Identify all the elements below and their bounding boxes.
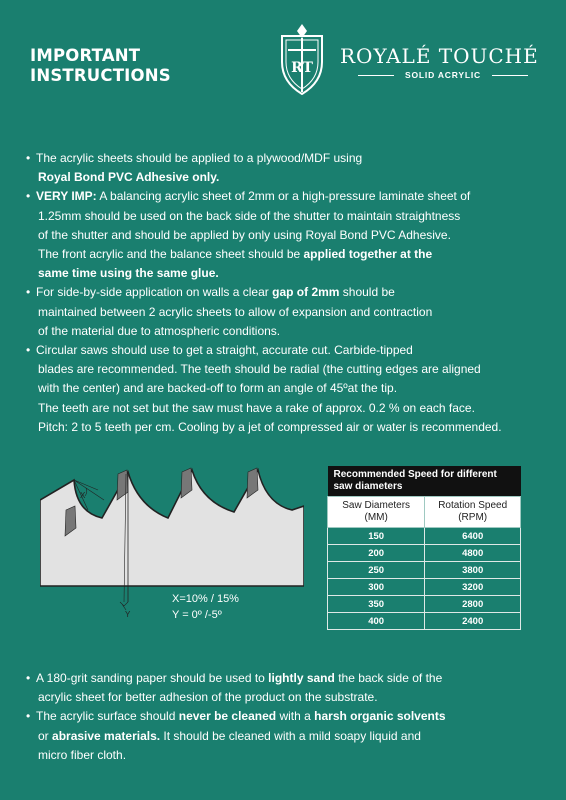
- brand-emblem-letters: RT: [291, 60, 313, 76]
- table-row: [328, 613, 521, 630]
- instruction-line: [36, 264, 548, 283]
- instruction-text: It should be cleaned with a mild soapy liquid and: [160, 728, 421, 743]
- instruction-line: [36, 418, 548, 437]
- instruction-text: A balancing acrylic sheet of 2mm or a high-pressure laminate sheet of: [96, 189, 471, 204]
- x-angle-label: X: [80, 491, 86, 500]
- column-header-diameter-label: Saw Diameters: [342, 500, 411, 511]
- speed-cell: 2400: [425, 613, 521, 630]
- page-title-line-1: IMPORTANT: [30, 46, 141, 65]
- instruction-line: [36, 168, 548, 187]
- instruction-text: Circular saws should use to get a straight, accurate cut. Carbide-tipped: [36, 343, 413, 358]
- instruction-emphasis: VERY IMP:: [36, 189, 97, 204]
- speed-cell: 3200: [425, 579, 521, 596]
- instruction-text: micro fiber cloth.: [38, 747, 127, 762]
- instruction-text: the back side of the: [334, 671, 443, 685]
- diameter-cell: 200: [328, 545, 425, 562]
- instruction-text: For side-by-side application on walls a clear: [36, 285, 273, 300]
- instructions-list-bottom: [26, 669, 548, 765]
- instruction-text: The front acrylic and the balance sheet should be: [38, 247, 304, 262]
- table-row: [328, 528, 521, 545]
- instruction-line: [36, 727, 548, 746]
- instruction-line: [36, 360, 548, 379]
- diameter-cell: 400: [328, 613, 425, 630]
- instruction-text: blades are recommended. The teeth should be radial (the cutting edges are aligned: [38, 362, 481, 377]
- saw-blade-body: [40, 470, 304, 586]
- saw-blade-diagram: [40, 462, 304, 632]
- instruction-emphasis: applied together at the: [303, 247, 433, 262]
- instruction-text: with a: [276, 709, 315, 724]
- speed-cell: 3800: [425, 562, 521, 579]
- instruction-text: 1.25mm should be used on the back side of the shutter to maintain straightness: [38, 208, 461, 223]
- table-row: [328, 596, 521, 613]
- instruction-item: [26, 669, 548, 707]
- table-row: [328, 562, 521, 579]
- instruction-line: [36, 707, 548, 726]
- instruction-emphasis: gap of 2mm: [272, 285, 340, 300]
- y-angle-arrows: [120, 602, 128, 610]
- instruction-line: [36, 399, 548, 418]
- diameter-cell: 150: [328, 528, 425, 545]
- instruction-line: [36, 669, 548, 688]
- column-header-diameter: [328, 497, 425, 528]
- instruction-text: The acrylic surface should: [36, 709, 179, 724]
- instruction-line: [36, 322, 548, 341]
- instruction-line: [36, 746, 548, 765]
- instruction-line: [36, 149, 548, 168]
- speed-cell: 2800: [425, 596, 521, 613]
- instruction-text: should be: [339, 285, 395, 300]
- column-header-speed: [425, 497, 521, 528]
- x-formula: X=10% / 15%: [172, 593, 239, 605]
- column-header-diameter-unit: (MM): [364, 512, 388, 523]
- instruction-text: of the shutter and should be applied by only using Royal Bond PVC Adhesive.: [38, 227, 451, 242]
- instruction-text: of the material due to atmospheric conditions.: [38, 323, 281, 338]
- instruction-text: or: [38, 728, 53, 743]
- page-title: [30, 46, 171, 86]
- y-formula: Y = 0º /-5º: [172, 609, 222, 621]
- speed-cell: 6400: [425, 528, 521, 545]
- instruction-line: [36, 226, 548, 245]
- instruction-line: [36, 379, 548, 398]
- instruction-emphasis: harsh organic solvents: [314, 709, 446, 724]
- diameter-cell: 250: [328, 562, 425, 579]
- instruction-line: [36, 207, 548, 226]
- instruction-text: The acrylic sheets should be applied to a plywood/MDF using: [36, 151, 363, 165]
- column-header-speed-label: Rotation Speed: [438, 500, 508, 511]
- instruction-text: The teeth are not set but the saw must have a rake of approx. 0.2 % on each face.: [38, 400, 475, 415]
- speed-table-caption: Recommended Speed for different saw diameters: [328, 466, 521, 497]
- instruction-item: [26, 341, 548, 437]
- instructions-list-top: [26, 149, 548, 437]
- table-row: [328, 579, 521, 596]
- instruction-emphasis: same time using the same glue.: [38, 266, 219, 281]
- brand-tagline: SOLID ACRYLIC: [358, 70, 528, 80]
- instruction-line: [36, 283, 548, 302]
- instruction-text: with the center) and are backed-off to form an angle of 45ºat the tip.: [38, 381, 398, 396]
- instruction-item: [26, 187, 548, 283]
- instruction-line: [36, 187, 548, 206]
- instruction-emphasis: abrasive materials.: [52, 728, 161, 743]
- instruction-text: maintained between 2 acrylic sheets to allow of expansion and contraction: [38, 304, 433, 319]
- instruction-text: A 180-grit sanding paper should be used to: [36, 671, 269, 685]
- instruction-item: [26, 283, 548, 341]
- instruction-line: [36, 688, 548, 707]
- instruction-line: [36, 303, 548, 322]
- brand-logo: [274, 22, 544, 97]
- brand-emblem-icon: [274, 22, 330, 97]
- instruction-emphasis: never be cleaned: [178, 709, 277, 724]
- instruction-line: [36, 245, 548, 264]
- instruction-item: [26, 707, 548, 765]
- page-title-line-2: INSTRUCTIONS: [30, 66, 171, 85]
- instruction-text: acrylic sheet for better adhesion of the product on the substrate.: [38, 690, 378, 705]
- table-row: [328, 545, 521, 562]
- instruction-item: [26, 149, 548, 187]
- diameter-cell: 300: [328, 579, 425, 596]
- speed-table: [327, 466, 521, 630]
- instruction-emphasis: Royal Bond PVC Adhesive only.: [38, 170, 220, 185]
- diameter-cell: 350: [328, 596, 425, 613]
- instruction-text: Pitch: 2 to 5 teeth per cm. Cooling by a jet of compressed air or water is recommended.: [38, 419, 502, 434]
- brand-name: ROYALÉ TOUCHÉ: [340, 44, 539, 68]
- speed-cell: 4800: [425, 545, 521, 562]
- instruction-line: [36, 341, 548, 360]
- y-angle-label: Y: [125, 610, 131, 619]
- column-header-speed-unit: (RPM): [458, 512, 488, 523]
- instruction-emphasis: lightly sand: [268, 671, 335, 685]
